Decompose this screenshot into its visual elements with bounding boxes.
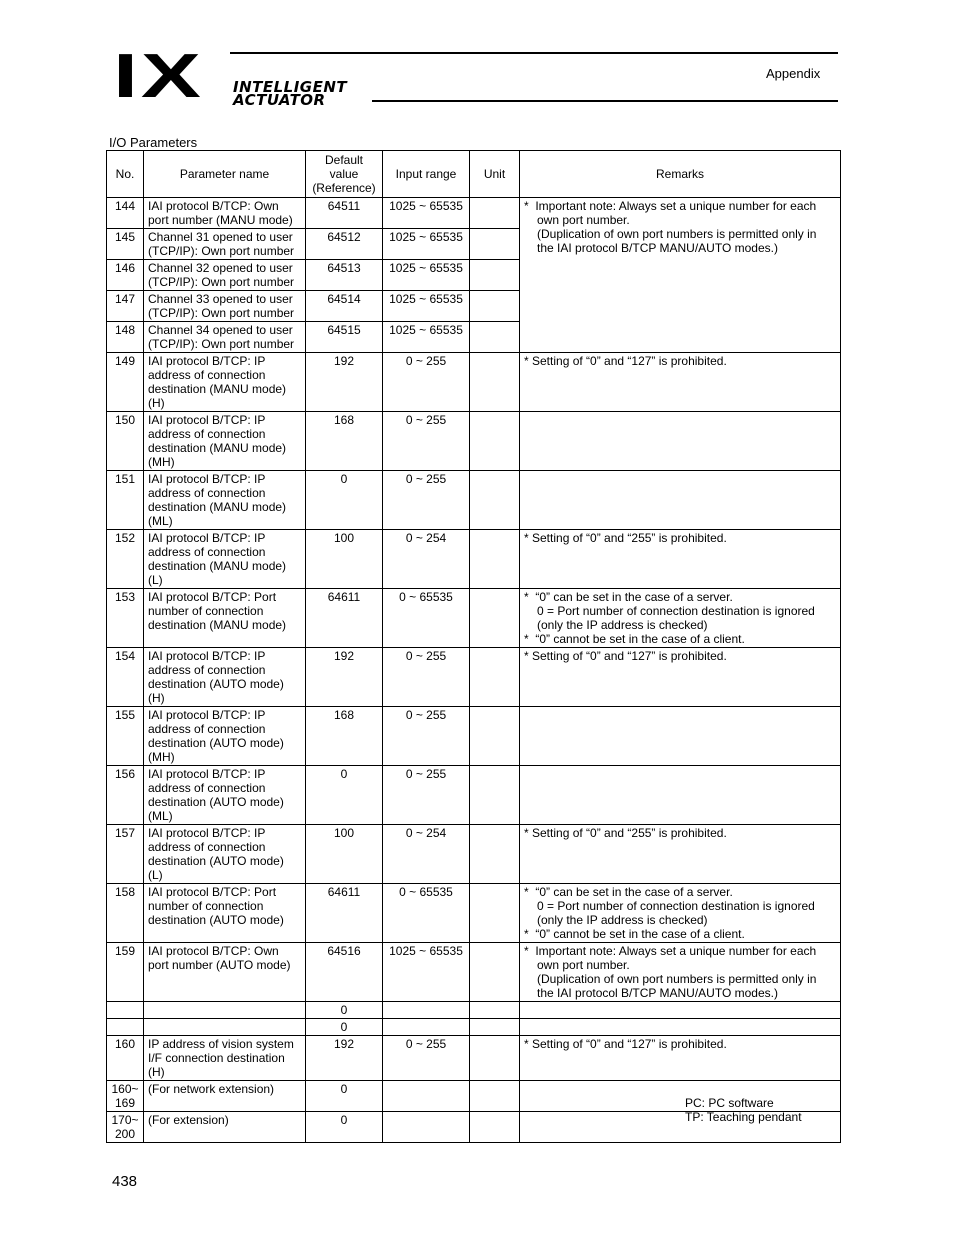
- default-value-cell: 192: [306, 1036, 383, 1081]
- input-range-cell: [383, 1081, 470, 1112]
- param-name-cell: (For network extension): [144, 1081, 306, 1112]
- table-row: [107, 825, 841, 884]
- table-row: [107, 1019, 841, 1036]
- col-header-range: Input range: [383, 151, 470, 198]
- input-range-cell: [383, 1002, 470, 1019]
- param-name-cell: Channel 32 opened to user (TCP/IP): Own port number: [144, 260, 306, 291]
- remarks-cell: [520, 198, 841, 353]
- param-name-cell: IAI protocol B/TCP: Own port number (AUTO mode): [144, 943, 306, 1002]
- col-header-default: Default value (Reference): [306, 151, 383, 198]
- remark-line: the IAI protocol B/TCP MANU/AUTO modes.): [537, 241, 778, 255]
- unit-cell: [470, 260, 520, 291]
- page-header: [0, 0, 954, 110]
- remark-line: 0 = Port number of connection destination is ignored: [537, 899, 815, 913]
- default-value-cell: 0: [306, 766, 383, 825]
- remarks-cell: [520, 1036, 841, 1081]
- param-number-cell: 160~ 169: [107, 1081, 144, 1112]
- default-value-cell: 0: [306, 1002, 383, 1019]
- param-name-cell: IAI protocol B/TCP: IP address of connection destination (MANU mode) (L): [144, 530, 306, 589]
- param-number-cell: 158: [107, 884, 144, 943]
- input-range-cell: 1025 ~ 65535: [383, 229, 470, 260]
- input-range-cell: 1025 ~ 65535: [383, 943, 470, 1002]
- unit-cell: [470, 322, 520, 353]
- param-number-cell: 148: [107, 322, 144, 353]
- remarks-cell: [520, 825, 841, 884]
- default-value-cell: 64611: [306, 884, 383, 943]
- remark-line: * Important note: Always set a unique number for each: [524, 199, 817, 213]
- unit-cell: [470, 291, 520, 322]
- unit-cell: [470, 412, 520, 471]
- io-parameters-table: [106, 150, 841, 1143]
- remarks-cell: [520, 1019, 841, 1036]
- input-range-cell: 0 ~ 65535: [383, 884, 470, 943]
- param-name-cell: Channel 34 opened to user (TCP/IP): Own port number: [144, 322, 306, 353]
- remark-line: own port number.: [537, 213, 630, 227]
- remark-line: * Setting of “0” and “255” is prohibited.: [524, 826, 727, 840]
- header-rule-bottom: [372, 100, 838, 102]
- param-name-cell: [144, 1002, 306, 1019]
- remark-line: (only the IP address is checked): [537, 913, 708, 927]
- param-name-cell: IP address of vision system I/F connection destination (H): [144, 1036, 306, 1081]
- input-range-cell: 0 ~ 255: [383, 353, 470, 412]
- table-row: [107, 353, 841, 412]
- table-row: [107, 589, 841, 648]
- remarks-cell: [520, 1002, 841, 1019]
- unit-cell: [470, 648, 520, 707]
- table-row: [107, 1036, 841, 1081]
- footnotes: [685, 1096, 802, 1124]
- remarks-cell: [520, 412, 841, 471]
- input-range-cell: 0 ~ 254: [383, 530, 470, 589]
- unit-cell: [470, 1036, 520, 1081]
- remark-line: * Setting of “0” and “255” is prohibited.: [524, 531, 727, 545]
- unit-cell: [470, 884, 520, 943]
- param-name-cell: IAI protocol B/TCP: Port number of connection destination (MANU mode): [144, 589, 306, 648]
- unit-cell: [470, 943, 520, 1002]
- input-range-cell: 0 ~ 255: [383, 707, 470, 766]
- company-logo-mark: IX: [113, 42, 204, 111]
- table-row: [107, 198, 841, 229]
- unit-cell: [470, 766, 520, 825]
- col-header-no: No.: [107, 151, 144, 198]
- default-value-cell: 0: [306, 471, 383, 530]
- default-value-cell: 64512: [306, 229, 383, 260]
- param-number-cell: 160: [107, 1036, 144, 1081]
- remarks-cell: [520, 943, 841, 1002]
- unit-cell: [470, 530, 520, 589]
- remarks-cell: [520, 766, 841, 825]
- param-name-cell: Channel 33 opened to user (TCP/IP): Own port number: [144, 291, 306, 322]
- remarks-cell: [520, 353, 841, 412]
- input-range-cell: 0 ~ 255: [383, 1036, 470, 1081]
- logo-text-intelligent: INTELLIGENT: [233, 78, 348, 96]
- unit-cell: [470, 707, 520, 766]
- remark-line: (only the IP address is checked): [537, 618, 708, 632]
- default-value-cell: 192: [306, 353, 383, 412]
- default-value-cell: 100: [306, 530, 383, 589]
- remark-line: 0 = Port number of connection destination is ignored: [537, 604, 815, 618]
- param-name-cell: [144, 1019, 306, 1036]
- table-row: [107, 471, 841, 530]
- table-row: [107, 943, 841, 1002]
- input-range-cell: 1025 ~ 65535: [383, 322, 470, 353]
- col-header-name: Parameter name: [144, 151, 306, 198]
- param-number-cell: 146: [107, 260, 144, 291]
- unit-cell: [470, 825, 520, 884]
- remarks-cell: [520, 648, 841, 707]
- default-value-cell: 64511: [306, 198, 383, 229]
- param-name-cell: IAI protocol B/TCP: IP address of connection destination (MANU mode) (H): [144, 353, 306, 412]
- table-row: [107, 707, 841, 766]
- table-header-row: [107, 151, 841, 198]
- table-row: [107, 1002, 841, 1019]
- remark-line: * Setting of “0” and “127” is prohibited.: [524, 1037, 727, 1051]
- unit-cell: [470, 1019, 520, 1036]
- remark-line: * “0” can be set in the case of a server.: [524, 885, 733, 899]
- footnote-tp: TP: Teaching pendant: [685, 1110, 802, 1124]
- remark-line: (Duplication of own port numbers is permitted only in: [537, 972, 817, 986]
- remarks-cell: [520, 471, 841, 530]
- unit-cell: [470, 229, 520, 260]
- param-number-cell: 152: [107, 530, 144, 589]
- param-number-cell: 151: [107, 471, 144, 530]
- default-value-cell: 168: [306, 412, 383, 471]
- header-rule-top: [230, 52, 838, 54]
- section-title: Appendix: [766, 66, 821, 81]
- remark-line: * Setting of “0” and “127” is prohibited.: [524, 354, 727, 368]
- remarks-cell: [520, 884, 841, 943]
- input-range-cell: [383, 1019, 470, 1036]
- param-name-cell: IAI protocol B/TCP: Own port number (MANU mode): [144, 198, 306, 229]
- default-value-cell: 0: [306, 1112, 383, 1143]
- param-name-cell: Channel 31 opened to user (TCP/IP): Own port number: [144, 229, 306, 260]
- input-range-cell: 0 ~ 254: [383, 825, 470, 884]
- param-name-cell: IAI protocol B/TCP: IP address of connection destination (AUTO mode) (L): [144, 825, 306, 884]
- remark-line: the IAI protocol B/TCP MANU/AUTO modes.): [537, 986, 778, 1000]
- unit-cell: [470, 198, 520, 229]
- logo-text-actuator: ACTUATOR: [233, 91, 326, 109]
- param-number-cell: 155: [107, 707, 144, 766]
- input-range-cell: 0 ~ 65535: [383, 589, 470, 648]
- param-number-cell: 156: [107, 766, 144, 825]
- param-name-cell: IAI protocol B/TCP: IP address of connection destination (AUTO mode) (MH): [144, 707, 306, 766]
- unit-cell: [470, 1081, 520, 1112]
- param-name-cell: IAI protocol B/TCP: IP address of connection destination (MANU mode) (ML): [144, 471, 306, 530]
- table-caption: I/O Parameters: [109, 135, 198, 150]
- param-number-cell: 149: [107, 353, 144, 412]
- remark-line: own port number.: [537, 958, 630, 972]
- param-name-cell: (For extension): [144, 1112, 306, 1143]
- param-number-cell: [107, 1019, 144, 1036]
- input-range-cell: [383, 1112, 470, 1143]
- unit-cell: [470, 1112, 520, 1143]
- unit-cell: [470, 353, 520, 412]
- param-number-cell: 150: [107, 412, 144, 471]
- default-value-cell: 64514: [306, 291, 383, 322]
- param-number-cell: 159: [107, 943, 144, 1002]
- default-value-cell: 100: [306, 825, 383, 884]
- remark-line: * Important note: Always set a unique number for each: [524, 944, 817, 958]
- default-value-cell: 192: [306, 648, 383, 707]
- param-number-cell: 147: [107, 291, 144, 322]
- input-range-cell: 0 ~ 255: [383, 412, 470, 471]
- param-number-cell: 144: [107, 198, 144, 229]
- param-name-cell: IAI protocol B/TCP: IP address of connection destination (MANU mode) (MH): [144, 412, 306, 471]
- table-row: [107, 884, 841, 943]
- page-number: 438: [112, 1173, 138, 1190]
- unit-cell: [470, 1002, 520, 1019]
- unit-cell: [470, 589, 520, 648]
- col-header-unit: Unit: [470, 151, 520, 198]
- input-range-cell: 1025 ~ 65535: [383, 291, 470, 322]
- table-row: [107, 530, 841, 589]
- unit-cell: [470, 471, 520, 530]
- default-value-cell: 0: [306, 1019, 383, 1036]
- param-number-cell: 157: [107, 825, 144, 884]
- param-name-cell: IAI protocol B/TCP: IP address of connection destination (AUTO mode) (ML): [144, 766, 306, 825]
- default-value-cell: 64611: [306, 589, 383, 648]
- remark-line: * Setting of “0” and “127” is prohibited.: [524, 649, 727, 663]
- table-row: [107, 412, 841, 471]
- input-range-cell: 1025 ~ 65535: [383, 198, 470, 229]
- footnote-pc: PC: PC software: [685, 1096, 774, 1110]
- remarks-cell: [520, 589, 841, 648]
- param-number-cell: 170~ 200: [107, 1112, 144, 1143]
- table-row: [107, 766, 841, 825]
- input-range-cell: 0 ~ 255: [383, 648, 470, 707]
- col-header-remarks: Remarks: [520, 151, 841, 198]
- remark-line: * “0” cannot be set in the case of a client.: [524, 927, 745, 941]
- param-name-cell: IAI protocol B/TCP: Port number of connection destination (AUTO mode): [144, 884, 306, 943]
- remark-line: (Duplication of own port numbers is permitted only in: [537, 227, 817, 241]
- remarks-cell: [520, 707, 841, 766]
- param-number-cell: 154: [107, 648, 144, 707]
- default-value-cell: 0: [306, 1081, 383, 1112]
- default-value-cell: 64513: [306, 260, 383, 291]
- default-value-cell: 168: [306, 707, 383, 766]
- default-value-cell: 64516: [306, 943, 383, 1002]
- param-number-cell: [107, 1002, 144, 1019]
- table-row: [107, 648, 841, 707]
- remarks-cell: [520, 530, 841, 589]
- param-number-cell: 153: [107, 589, 144, 648]
- param-name-cell: IAI protocol B/TCP: IP address of connection destination (AUTO mode) (H): [144, 648, 306, 707]
- param-number-cell: 145: [107, 229, 144, 260]
- remark-line: * “0” can be set in the case of a server.: [524, 590, 733, 604]
- default-value-cell: 64515: [306, 322, 383, 353]
- remark-line: * “0” cannot be set in the case of a client.: [524, 632, 745, 646]
- input-range-cell: 0 ~ 255: [383, 766, 470, 825]
- input-range-cell: 1025 ~ 65535: [383, 260, 470, 291]
- input-range-cell: 0 ~ 255: [383, 471, 470, 530]
